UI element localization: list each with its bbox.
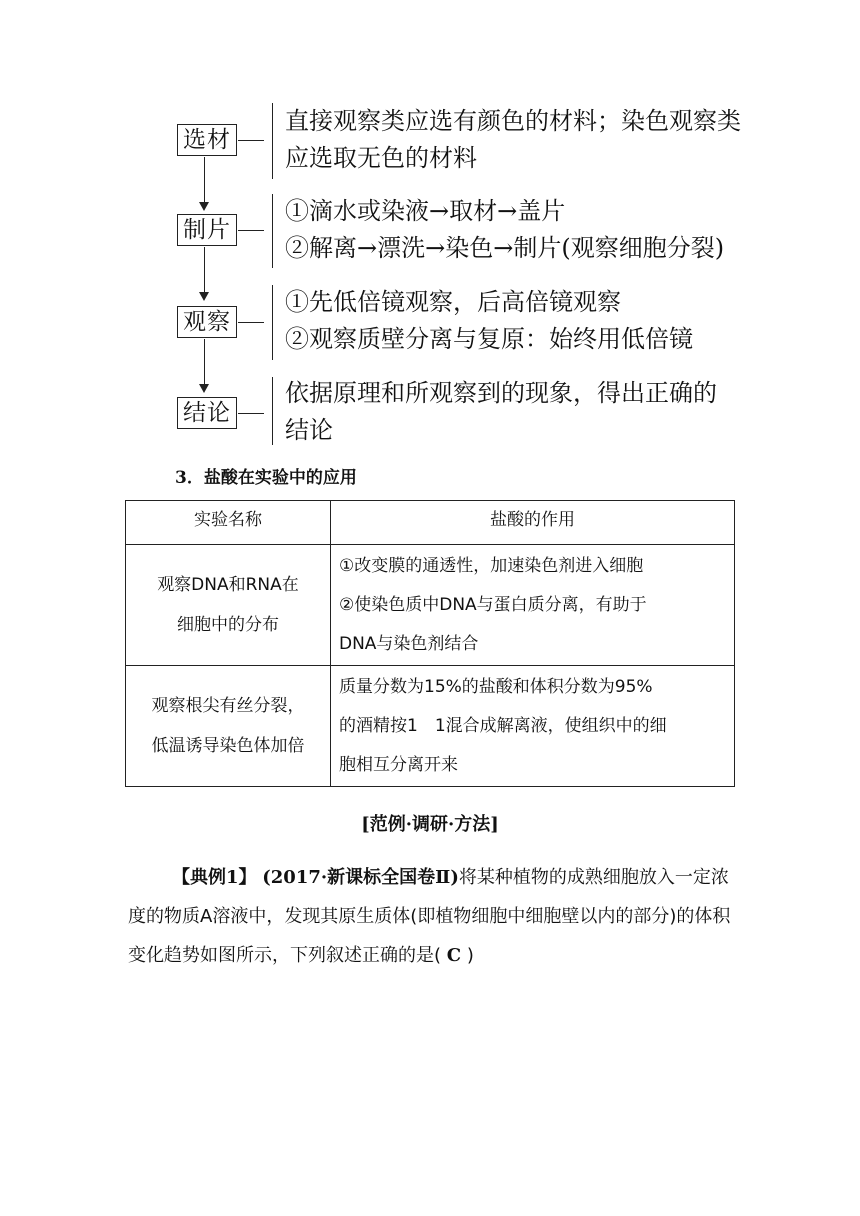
step-description-make-slide xyxy=(285,193,724,267)
step-line: 依据原理和所观察到的现象，得出正确的 xyxy=(285,379,717,407)
section-title: [范例·调研·方法] xyxy=(361,814,499,835)
table-row xyxy=(126,666,735,787)
step-description-observe xyxy=(285,284,693,358)
arrowhead-icon xyxy=(199,292,209,301)
cell-line: 低温诱导染色体加倍 xyxy=(151,736,305,756)
step-box-observe: 观察 xyxy=(177,306,237,338)
cell-line: 质量分数为15%的盐酸和体积分数为95% xyxy=(339,676,653,697)
step-bracket xyxy=(272,194,273,268)
example-paragraph xyxy=(128,858,738,975)
step-description-conclusion xyxy=(285,375,717,449)
step-line: ②解离→漂洗→染色→制片(观察细胞分裂) xyxy=(285,234,725,262)
acid-role-cell xyxy=(331,545,735,666)
step-line: ①滴水或染液→取材→盖片 xyxy=(285,197,566,225)
down-arrow-icon xyxy=(204,157,205,204)
table-row xyxy=(126,545,735,666)
cell-line: DNA与染色剂结合 xyxy=(339,633,479,654)
column-header-experiment: 实验名称 xyxy=(126,501,331,545)
acid-role-cell xyxy=(331,666,735,787)
down-arrow-icon xyxy=(204,247,205,294)
step-line: 结论 xyxy=(285,416,333,444)
cell-line: ②使染色质中DNA与蛋白质分离，有助于 xyxy=(339,594,647,615)
step-line: ①先低倍镜观察，后高倍镜观察 xyxy=(285,288,621,316)
experiment-name-cell xyxy=(126,545,331,666)
step-box-conclusion: 结论 xyxy=(177,397,237,429)
example-label: 【典例1】 xyxy=(172,867,257,888)
hydrochloric-acid-table xyxy=(125,500,735,787)
example-source: (2017·新课标全国卷Ⅱ) xyxy=(262,867,459,888)
cell-line: 观察DNA和RNA在 xyxy=(157,575,299,595)
step-line: ②观察质壁分离与复原：始终用低倍镜 xyxy=(285,325,693,353)
step-line: 应选取无色的材料 xyxy=(285,144,477,172)
cell-line: 胞相互分离开来 xyxy=(339,754,458,775)
step-bracket xyxy=(272,285,273,360)
step-connector xyxy=(238,413,264,414)
example-close-paren: ) xyxy=(466,945,474,966)
step-connector xyxy=(238,140,264,141)
step-bracket xyxy=(272,377,273,445)
down-arrow-icon xyxy=(204,339,205,386)
step-description-select-material xyxy=(285,103,741,177)
arrowhead-icon xyxy=(199,384,209,393)
step-connector xyxy=(238,230,264,231)
experiment-name-cell xyxy=(126,666,331,787)
experiment-flow-diagram xyxy=(0,0,860,450)
example-text: 将某种植物的成熟细胞放入一定浓度的物质A溶液中，发现其原生质体(即植物细胞中细胞壁以内的部分)的体积变化趋势如图所示，下列叙述正确的是( xyxy=(128,867,731,966)
example-answer: C xyxy=(446,945,462,966)
step-line: 直接观察类应选有颜色的材料；染色观察类 xyxy=(285,107,741,135)
cell-line: 细胞中的分布 xyxy=(177,615,279,635)
table-header-row xyxy=(126,501,735,545)
arrowhead-icon xyxy=(199,202,209,211)
cell-line: ①改变膜的通透性，加速染色剂进入细胞 xyxy=(339,555,644,576)
step-box-select-material: 选材 xyxy=(177,124,237,156)
step-bracket xyxy=(272,103,273,179)
cell-line: 观察根尖有丝分裂， xyxy=(151,696,305,716)
step-box-make-slide: 制片 xyxy=(177,214,237,246)
section-heading: 3．盐酸在实验中的应用 xyxy=(175,468,357,488)
cell-line: 的酒精按1 1混合成解离液，使组织中的细 xyxy=(339,715,667,736)
step-connector xyxy=(238,322,264,323)
column-header-acid-role: 盐酸的作用 xyxy=(331,501,735,545)
